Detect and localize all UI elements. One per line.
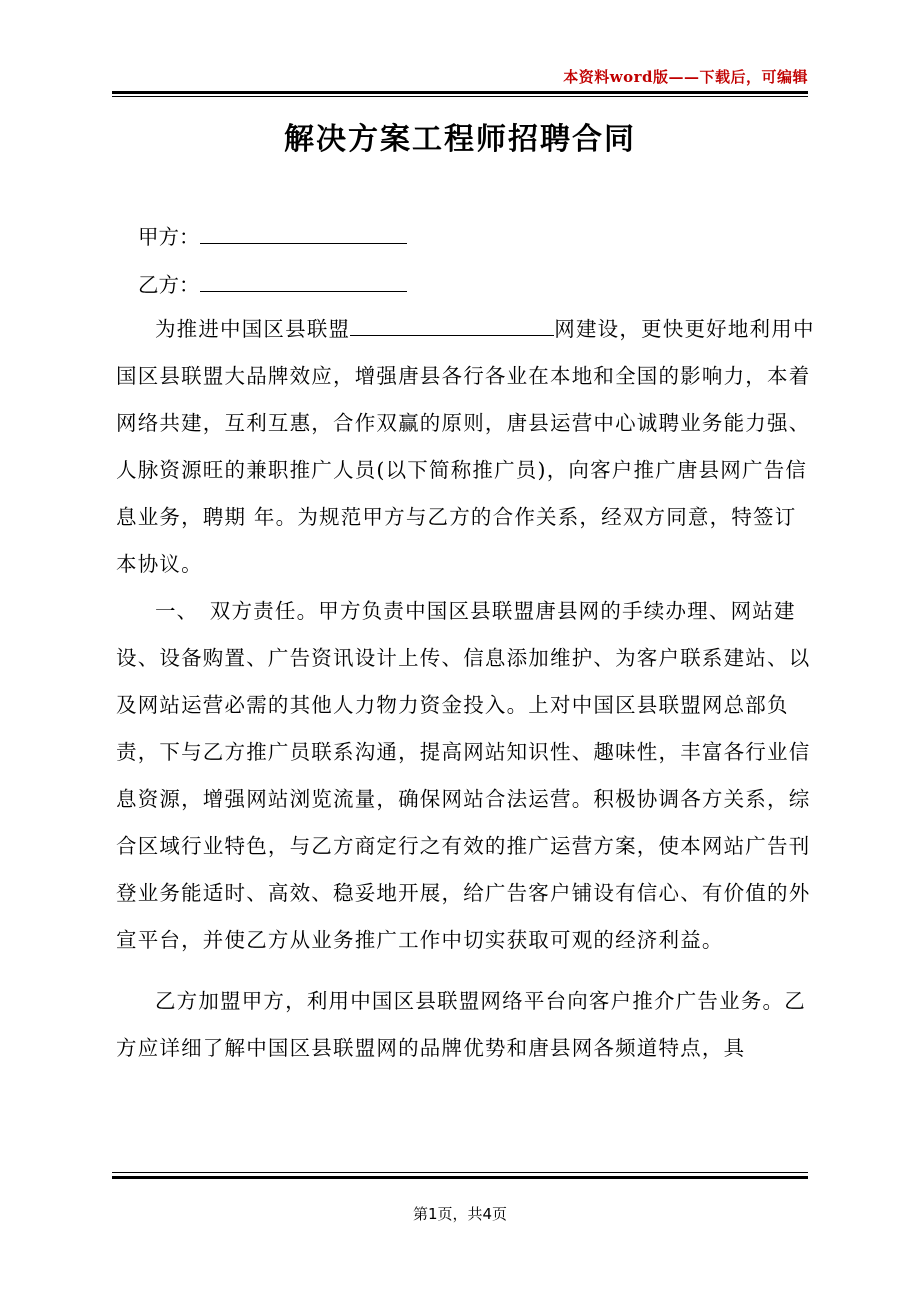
party-b-line	[138, 268, 407, 298]
intro-paragraph	[116, 306, 816, 588]
party-b-blank	[200, 273, 407, 292]
party-a-line	[138, 220, 407, 250]
document-title: 解决方案工程师招聘合同	[284, 122, 636, 157]
header-rule-thick	[112, 91, 808, 94]
section-1-paragraph: 一、 双方责任。甲方负责中国区县联盟唐县网的手续办理、网站建设、设备购置、广告资讯设计上传、信息添加维护、为客户联系建站、以及网站运营必需的其他人力物力资金投入。上对中国区县联盟网总部负责，下与乙方推广员联系沟通，提高网站知识性、趣味性，丰富各行业信息资源，增强网站浏览流量，确保网站合法运营。积极协调各方关系，综合区域行业特色，与乙方商定行之有效的推广运营方案，使本网站广告刊登业务能适时、高效、稳妥地开展，给广告客户铺设有信心、有价值的外宣平台，并使乙方从业务推广工作中切实获取可观的经济利益。	[116, 599, 811, 952]
party-b-label: 乙方：	[138, 273, 200, 297]
party-a-label: 甲方：	[138, 225, 200, 249]
alliance-name-blank	[350, 317, 554, 336]
page-number: 第1页，共4页	[412, 1205, 508, 1223]
party-a-blank	[200, 225, 407, 244]
footer-rule-thin	[112, 1172, 808, 1173]
header-rule-thin	[112, 96, 808, 97]
contract-body	[116, 306, 816, 1072]
footer-rule-thick	[112, 1176, 808, 1179]
party-b-paragraph: 乙方加盟甲方，利用中国区县联盟网络平台向客户推介广告业务。乙方应详细了解中国区县联盟网的品牌优势和唐县网各频道特点，具	[116, 989, 806, 1060]
intro-text-rest: 网建设，更快更好地利用中国区县联盟大品牌效应，增强唐县各行各业在本地和全国的影响力，本着网络共建，互利互惠，合作双赢的原则，唐县运营中心诚聘业务能力强、人脉资源旺的兼职推广人员(以下简称推广员)，向客户推广唐县网广告信息业务，聘期 年。为规范甲方与乙方的合作关系，经双方同意，特签订本协议。	[116, 317, 815, 576]
intro-text-start: 为推进中国区县联盟	[154, 317, 351, 341]
header-note: 本资料word版——下载后，可编辑	[563, 68, 808, 86]
